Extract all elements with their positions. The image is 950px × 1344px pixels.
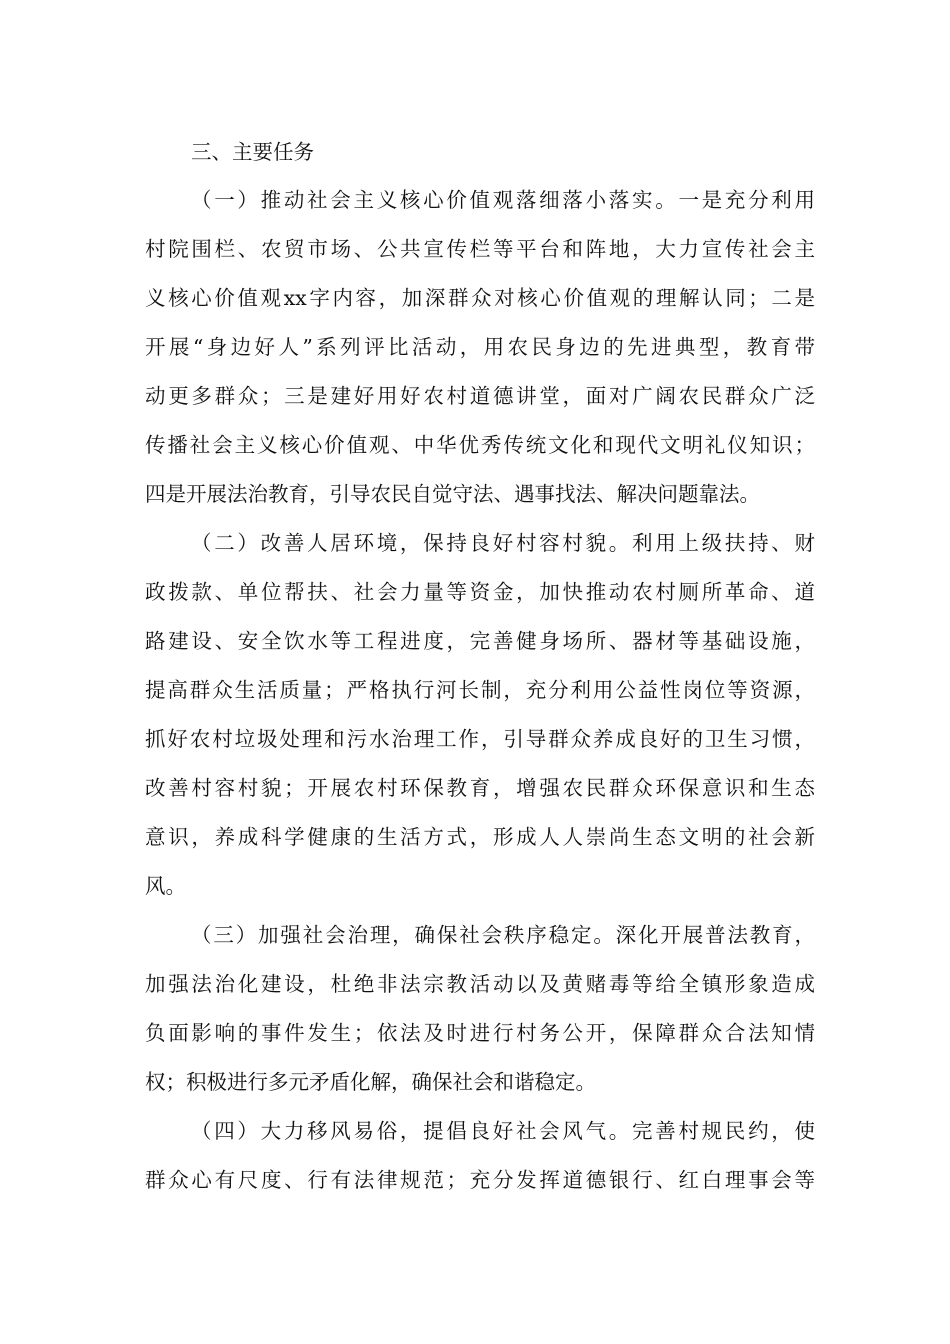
paragraph-2-line-1: （二）改善人居环境，保持良好村容村貌。利用上级扶持、财: [191, 531, 815, 555]
paragraph-2-line-4: 提高群众生活质量；严格执行河长制，充分利用公益性岗位等资源，: [145, 678, 815, 702]
paragraph-3-line-3: 负面影响的事件发生；依法及时进行村务公开，保障群众合法知情: [145, 1021, 815, 1045]
paragraph-2-line-2: 政拨款、单位帮扶、社会力量等资金，加快推动农村厕所革命、道: [145, 580, 815, 604]
paragraph-4-line-2: 群众心有尺度、行有法律规范；充分发挥道德银行、红白理事会等: [145, 1168, 815, 1192]
paragraph-1-line-6: 传播社会主义核心价值观、中华优秀传统文化和现代文明礼仪知识；: [145, 433, 815, 457]
paragraph-2-line-6: 改善村容村貌；开展农村环保教育，增强农民群众环保意识和生态: [145, 776, 815, 800]
paragraph-4-line-1: （四）大力移风易俗，提倡良好社会风气。完善村规民约，使: [191, 1119, 815, 1143]
section-heading: 三、主要任务: [191, 140, 314, 164]
paragraph-3-line-1: （三）加强社会治理，确保社会秩序稳定。深化开展普法教育，: [191, 923, 815, 947]
paragraph-2-line-5: 抓好农村垃圾处理和污水治理工作，引导群众养成良好的卫生习惯，: [145, 727, 815, 751]
paragraph-3-line-4: 权；积极进行多元矛盾化解，确保社会和谐稳定。: [145, 1070, 596, 1094]
paragraph-1-line-4: 开展“身边好人”系列评比活动，用农民身边的先进典型，教育带: [145, 335, 815, 359]
paragraph-1-line-5: 动更多群众；三是建好用好农村道德讲堂，面对广阔农民群众广泛: [145, 384, 815, 408]
paragraph-1-line-3: 义核心价值观xx字内容，加深群众对核心价值观的理解认同；二是: [145, 286, 815, 310]
paragraph-2-line-8: 风。: [145, 874, 186, 898]
paragraph-2-line-3: 路建设、安全饮水等工程进度，完善健身场所、器材等基础设施，: [145, 629, 815, 653]
paragraph-1-line-2: 村院围栏、农贸市场、公共宣传栏等平台和阵地，大力宣传社会主: [145, 237, 815, 261]
paragraph-2-line-7: 意识，养成科学健康的生活方式，形成人人崇尚生态文明的社会新: [145, 825, 815, 849]
paragraph-1-line-7: 四是开展法治教育，引导农民自觉守法、遇事找法、解决问题靠法。: [145, 482, 760, 506]
paragraph-3-line-2: 加强法治化建设，杜绝非法宗教活动以及黄赌毒等给全镇形象造成: [145, 972, 815, 996]
paragraph-1-line-1: （一）推动社会主义核心价值观落细落小落实。一是充分利用: [191, 188, 815, 212]
